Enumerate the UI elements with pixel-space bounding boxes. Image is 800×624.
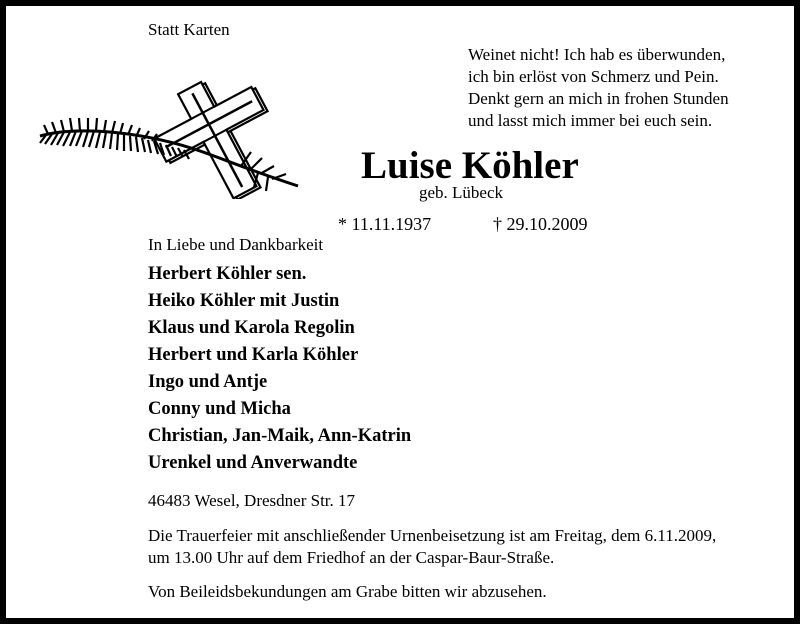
mourner-name: Herbert und Karla Köhler — [148, 345, 359, 365]
birth-date: * 11.11.1937 — [338, 214, 432, 234]
mourner-name: Klaus und Karola Regolin — [148, 318, 355, 338]
poem-line: Denkt gern an mich in frohen Stunden — [468, 89, 729, 108]
mourner-name: Christian, Jan-Maik, Ann-Katrin — [148, 426, 412, 446]
cross-with-palm-icon — [36, 74, 301, 199]
mourner-name: Ingo und Antje — [148, 372, 268, 392]
statt-karten-label: Statt Karten — [148, 20, 230, 39]
mourners-intro: In Liebe und Dankbarkeit — [148, 235, 324, 254]
mourner-name: Conny und Micha — [148, 399, 291, 419]
death-date: † 29.10.2009 — [493, 214, 588, 234]
mourner-name: Urenkel und Anverwandte — [148, 453, 358, 473]
mourners-list — [148, 261, 411, 477]
poem — [468, 44, 729, 132]
mourner-name: Herbert Köhler sen. — [148, 264, 307, 284]
birth-name: geb. Lübeck — [419, 183, 504, 202]
poem-line: und lasst mich immer bei euch sein. — [468, 111, 713, 130]
funeral-line: um 13.00 Uhr auf dem Friedhof an der Caspar-Baur-Straße. — [148, 548, 555, 567]
poem-line: ich bin erlöst von Schmerz und Pein. — [468, 67, 719, 86]
deceased-name: Luise Köhler — [361, 144, 579, 187]
condolence-note: Von Beileidsbekundungen am Grabe bitten wir abzusehen. — [148, 582, 547, 601]
address: 46483 Wesel, Dresdner Str. 17 — [148, 491, 356, 510]
funeral-line: Die Trauerfeier mit anschließender Urnenbeisetzung ist am Freitag, dem 6.11.2009, — [148, 526, 717, 545]
funeral-info — [148, 525, 716, 569]
mourner-name: Heiko Köhler mit Justin — [148, 291, 340, 311]
poem-line: Weinet nicht! Ich hab es überwunden, — [468, 45, 726, 64]
